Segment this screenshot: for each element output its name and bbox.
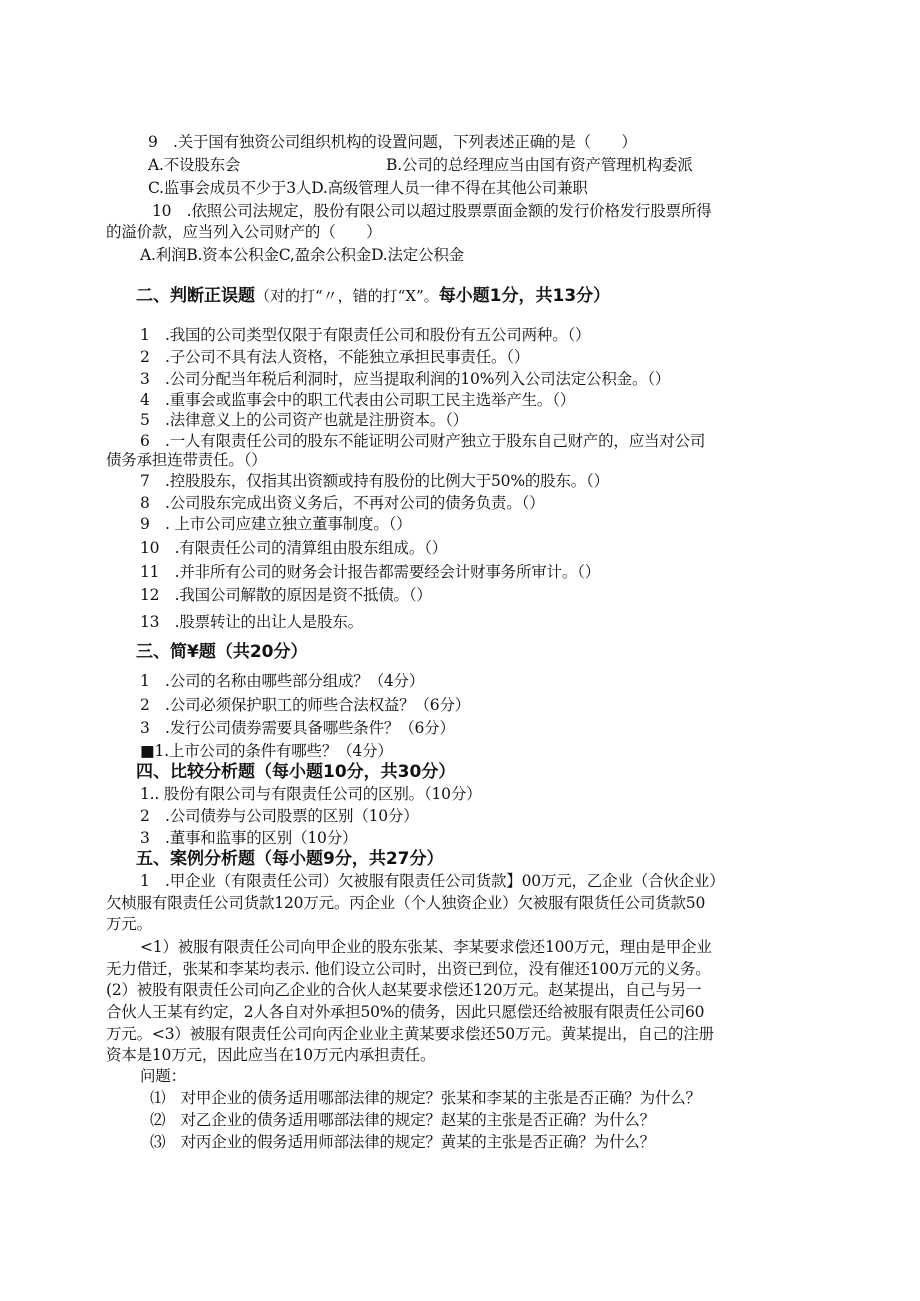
section-2-title: 二、判断正误题 [136,286,255,306]
judge-item: 9 . 上市公司应建立独立董事制度。（） [140,515,412,533]
compare-item: 1.. 股份有限公司与有限责任公司的区别。（10分） [140,785,482,803]
judge-item: 12 .我国公司解散的原因是资不抵债。（） [140,586,432,604]
judge-item: 8 .公司股东完成出资义务后，不再对公司的债务负责。（） [140,494,545,512]
case-line: 万元。 [106,915,152,933]
section-4-title: 四、比较分析题（每小题10分，共30分） [136,762,456,782]
case-question: ⑵ 对乙企业的债务适用哪部法律的规定？赵某的主张是否正确？为什么？ [150,1111,655,1129]
q10-line-2: 的溢价款，应当列入公司财产的（ ） [106,223,382,241]
case-line: 合伙人王某有约定，2人各自对外承担50%的债务，因此只愿偿还给被服有限责任公司60 [106,1003,705,1021]
judge-item: 13 .股票转让的出让人是股东。 [140,613,363,631]
judge-item: 3 .公司分配当年税后利洞时，应当提取利润的10%列入公司法定公积金。（） [140,370,671,388]
judge-item: 5 .法律意义上的公司资产也就是注册资本。（） [140,411,468,429]
section-3-title: 三、简¥题（共20分） [136,642,308,662]
judge-item: 1 .我国的公司类型仅限于有限责任公司和股份有五公司两种。（） [140,326,591,344]
judge-item: 10 .有限责任公司的清算组由股东组成。（） [140,539,448,557]
short-answer-item: ■1.上市公司的条件有哪些？（4分） [140,742,393,760]
case-line: <1）被服有限责任公司向甲企业的股东张某、李某要求偿还100万元，理由是甲企业 [140,938,712,956]
q10-options: A.利润B.资本公积金C,盈余公积金D.法定公积金 [140,246,464,264]
short-answer-item: 2 .公司必须保护职工的师些合法权益？（6分） [140,696,471,714]
q9-option-a: A.不设股东会 [148,156,241,174]
compare-item: 2 .公司债券与公司股票的区别（10分） [140,807,419,825]
case-questions-label: 问题： [140,1067,186,1085]
section-2-note: （对的打“〃，错的打“X”。 [255,287,439,305]
q10-line-1: 10 .依照公司法规定，股份有限公司以超过股票票面金额的发行价格发行股票所得 [152,202,712,220]
compare-item: 3 .董事和监事的区别（10分） [140,829,358,847]
case-line: 1 .甲企业（有限责任公司）欠被服有限责任公司货款】00万元，乙企业（合伙企业） [140,872,725,890]
section-5-title: 五、案例分析题（每小题9分，共27分） [136,849,444,869]
judge-item: 2 .子公司不具有法人资格，不能独立承担民事责任。（） [140,348,530,366]
case-question: ⑴ 对甲企业的债务适用哪部法律的规定？张某和李某的主张是否正确？为什么？ [150,1089,701,1107]
case-line: 资本是10万元，因此应当在10万元内承担责任。 [106,1046,436,1064]
case-line: 无力借迁，张某和李某均表示. 他们设立公司时，出资已到位，没有催还100万元的义务。 [106,960,711,978]
q9-option-b: B.公司的总经理应当由国有资产管理机构委派 [386,156,693,174]
judge-item: 7 .控股股东，仅指其出资额或持有股份的比例大于50%的股东。（） [140,472,609,490]
short-answer-item: 3 .发行公司债券需要具备哪些条件？（6分） [140,719,455,737]
case-question: ⑶ 对丙企业的假务适用师部法律的规定？黄某的主张是否正确？为什么？ [150,1133,655,1151]
case-line: 欠桢服有限责任公司货款120万元。丙企业（个人独资企业）欠被服有限货任公司货款50 [106,894,706,912]
judge-item-continuation: 债务承担连带责任。（） [106,451,267,469]
judge-item: 4 .重事会或监事会中的职工代表由公司职工民主选举产生。（） [140,391,576,409]
case-line: 万元。<3）被服有限责任公司向丙企业业主黄某要求偿还50万元。黄某提出，自己的注册 [106,1025,714,1043]
section-2-heading [136,285,610,307]
q9-option-cd: C.监事会成员不少于3人D.高级管理人员一律不得在其他公司兼职 [148,179,588,197]
judge-item: 11 .并非所有公司的财务会计报告都需要经会计财事务所审计。（） [140,563,601,581]
section-2-score: 每小题1分，共13分） [438,286,611,306]
short-answer-item: 1 .公司的名称由哪些部分组成？（4分） [140,672,425,690]
case-line: (2）被股有限责任公司向乙企业的合伙人赵某要求偿还120万元。赵某提出，自己与另一 [106,981,702,999]
q9-stem: 9 .关于国有独资公司组织机构的设置问题，下列表述正确的是（ ） [148,133,637,151]
judge-item: 6 .一人有限责任公司的股东不能证明公司财产独立于股东自己财产的，应当对公司 [140,432,706,450]
